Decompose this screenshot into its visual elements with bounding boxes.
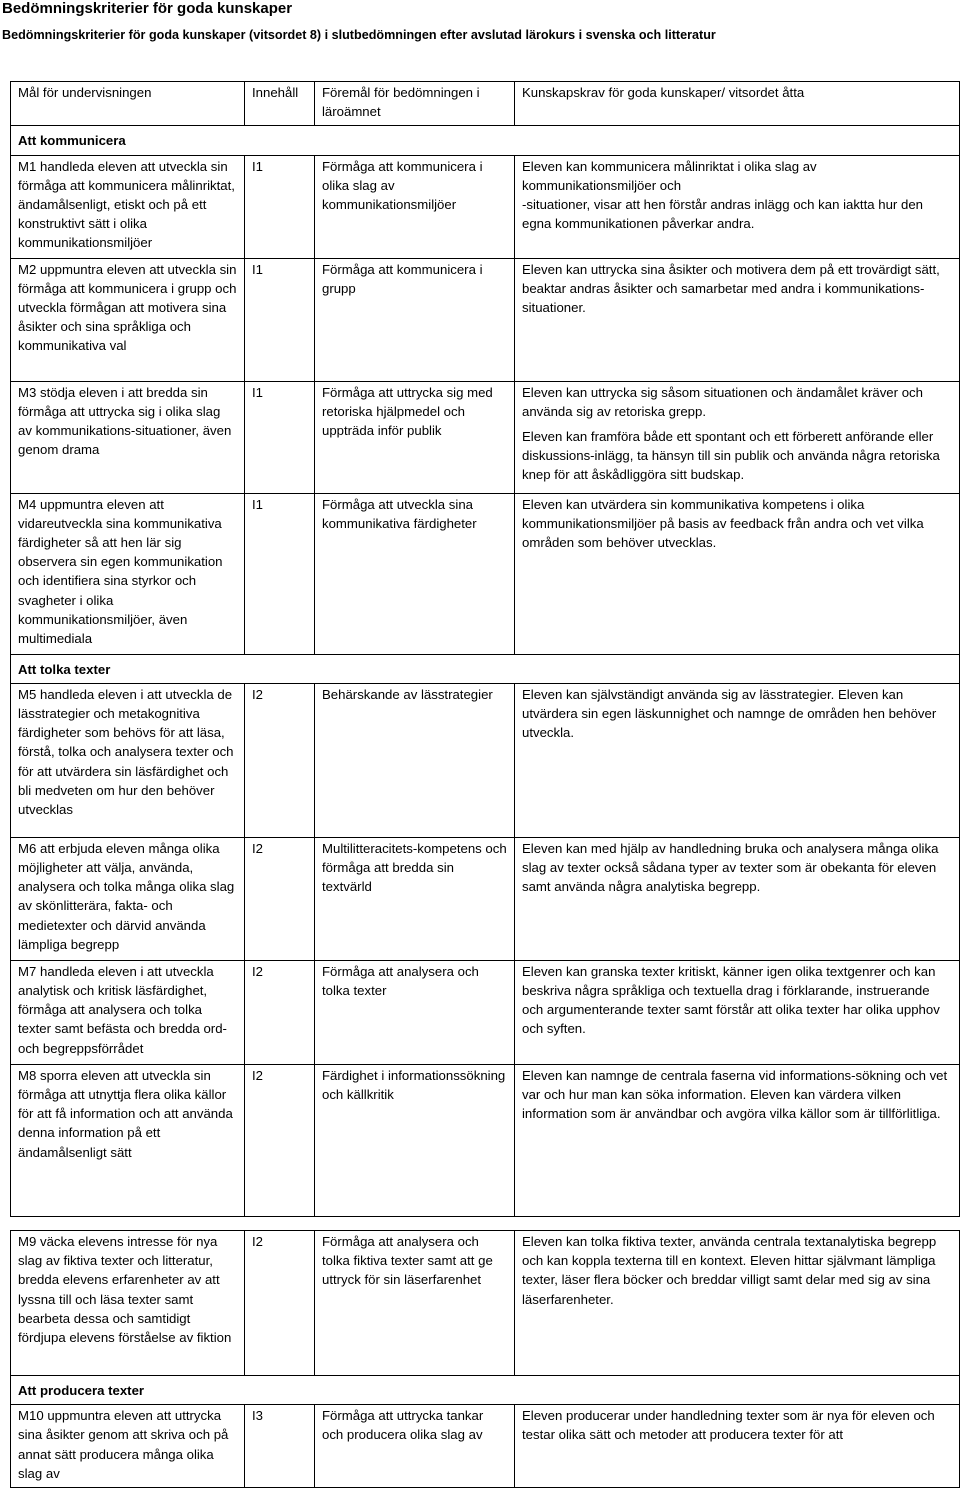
cell-mal: M9 väcka elevens intresse för nya slag av fiktiva texter och litteratur, bredda elevens erfarenheter av att lyssna till och läsa texter samt bearbeta dessa och samtidigt fördjupa elevens förståelse av fiktion bbox=[11, 1231, 245, 1376]
cell-mal: M6 att erbjuda eleven många olika möjligheter att välja, använda, analysera och tolka många olika slag av skönlitterära, fakta- och medietexter och därvid använda lämpliga begrepp bbox=[11, 837, 245, 960]
cell-innehall: I2 bbox=[245, 960, 315, 1064]
krav-text: Eleven kan självständigt använda sig av lässtrategier. Eleven kan utvärdera sin egen läskunnighet och namnge de områden hen behöver utveckla. bbox=[522, 686, 937, 741]
cell-mal: M1 handleda eleven att utveckla sin förmåga att kommunicera målinriktat, ändamålsenligt, etiskt och på ett konstruktivt sätt i olika kommunikationsmiljöer bbox=[11, 155, 245, 258]
krav-text: Eleven kan kommunicera målinriktat i olika slag av kommunikationsmiljöer och bbox=[522, 158, 817, 193]
cell-foremal: Förmåga att uttrycka tankar och producera olika slag av bbox=[315, 1405, 515, 1488]
table-row bbox=[11, 837, 960, 960]
section-tolka: Att tolka texter bbox=[11, 654, 960, 683]
cell-kunskapskrav bbox=[515, 493, 960, 654]
cell-kunskapskrav bbox=[515, 155, 960, 258]
krav-text: Eleven kan framföra både ett spontant och ett förberett anförande eller diskussions-inlägg, ta hänsyn till sin publik och använda några retoriska knep för att åskådliggöra sitt budskap. bbox=[522, 429, 940, 483]
cell-foremal: Förmåga att utveckla sina kommunikativa färdigheter bbox=[315, 493, 515, 654]
section-row bbox=[11, 654, 960, 683]
cell-kunskapskrav bbox=[515, 1231, 960, 1376]
table-row bbox=[11, 1405, 960, 1488]
cell-foremal: Multilitteracitets-kompetens och förmåga att bredda sin textvärld bbox=[315, 837, 515, 960]
cell-kunskapskrav bbox=[515, 381, 960, 493]
section-row bbox=[11, 126, 960, 155]
cell-mal: M8 sporra eleven att utveckla sin förmåga att utnyttja flera olika källor för att få information och att använda denna information på ett ändamålsenligt sätt bbox=[11, 1064, 245, 1216]
cell-foremal: Behärskande av lässtrategier bbox=[315, 683, 515, 837]
cell-kunskapskrav bbox=[515, 258, 960, 381]
table-row bbox=[11, 381, 960, 493]
krav-text: Eleven kan uttrycka sina åsikter och motivera dem på ett trovärdigt sätt, beaktar andras åsikter och samarbetar med andra i kommunikations-situationer. bbox=[522, 261, 940, 316]
table-row bbox=[11, 258, 960, 381]
cell-innehall: I2 bbox=[245, 1064, 315, 1216]
cell-foremal: Förmåga att kommunicera i grupp bbox=[315, 258, 515, 381]
cell-foremal: Förmåga att analysera och tolka texter bbox=[315, 960, 515, 1064]
cell-innehall: I2 bbox=[245, 683, 315, 837]
krav-text: Eleven kan med hjälp av handledning bruka och analysera många olika slag av texter också sådana typer av texter som är obekanta för eleven samt använda några analytiska begrepp. bbox=[522, 840, 939, 895]
page-subtitle: Bedömningskriterier för goda kunskaper (vitsordet 8) i slutbedömningen efter avslutad lärokurs i svenska och litteratur bbox=[2, 28, 716, 42]
header-kunskapskrav: Kunskapskrav för goda kunskaper/ vitsordet åtta bbox=[515, 82, 960, 126]
krav-text: Eleven kan granska texter kritiskt, känner igen olika textgenrer och kan beskriva några språkliga och textuella drag i förklarande, instruerande och argumenterande texter samt förstår att olika texter har olika upphov och syften. bbox=[522, 963, 940, 1037]
page-title: Bedömningskriterier för goda kunskaper bbox=[2, 0, 293, 17]
section-kommunicera: Att kommunicera bbox=[11, 126, 960, 155]
header-row bbox=[11, 82, 960, 126]
table-row bbox=[11, 960, 960, 1064]
cell-innehall: I1 bbox=[245, 381, 315, 493]
cell-kunskapskrav bbox=[515, 1064, 960, 1216]
cell-foremal: Förmåga att uttrycka sig med retoriska hjälpmedel och uppträda inför publik bbox=[315, 381, 515, 493]
cell-foremal: Färdighet i informationssökning och källkritik bbox=[315, 1064, 515, 1216]
section-producera: Att producera texter bbox=[11, 1376, 960, 1405]
header-foremal: Föremål för bedömningen i läroämnet bbox=[315, 82, 515, 126]
krav-text: Eleven kan utvärdera sin kommunikativa kompetens i olika kommunikationsmiljöer på basis av feedback från andra och vet vilka områden som behöver utvecklas. bbox=[522, 496, 924, 551]
cell-kunskapskrav bbox=[515, 1405, 960, 1488]
table-row bbox=[11, 1231, 960, 1376]
cell-mal: M10 uppmuntra eleven att uttrycka sina åsikter genom att skriva och på annat sätt producera många olika slag av bbox=[11, 1405, 245, 1488]
krav-text: Eleven kan uttrycka sig såsom situationen och ändamålet kräver och använda sig av retoriska grepp. bbox=[522, 384, 923, 419]
krav-text: Eleven kan tolka fiktiva texter, använda centrala textanalytiska begrepp och kan koppla texterna till en kontext. Eleven hittar självmant lämpliga texter, läser flera böcker och breddar villigt samt delar med sig av sina läserfarenheter. bbox=[522, 1234, 937, 1307]
cell-innehall: I2 bbox=[245, 837, 315, 960]
table-row bbox=[11, 683, 960, 837]
header-innehall: Innehåll bbox=[245, 82, 315, 126]
cell-innehall: I1 bbox=[245, 493, 315, 654]
table-row bbox=[11, 1064, 960, 1216]
table-row bbox=[11, 493, 960, 654]
cell-innehall: I1 bbox=[245, 155, 315, 258]
krav-text: -situationer, visar att hen förstår andras inlägg och kan iaktta hur den egna kommunikationen påverkar andra. bbox=[522, 197, 923, 232]
criteria-table-continued bbox=[10, 1230, 960, 1488]
criteria-table bbox=[10, 81, 960, 1217]
cell-kunskapskrav bbox=[515, 837, 960, 960]
cell-mal: M5 handleda eleven i att utveckla de lässtrategier och metakognitiva färdigheter som behövs för att läsa, förstå, tolka och analysera texter och för att utvärdera sin läsfärdighet och bli medveten om hur den behöver utvecklas bbox=[11, 683, 245, 837]
cell-foremal: Förmåga att analysera och tolka fiktiva texter samt att ge uttryck för sin läserfarenhet bbox=[315, 1231, 515, 1376]
table-row bbox=[11, 155, 960, 258]
cell-foremal: Förmåga att kommunicera i olika slag av kommunikationsmiljöer bbox=[315, 155, 515, 258]
cell-mal: M4 uppmuntra eleven att vidareutveckla sina kommunikativa färdigheter så att hen lär sig observera sin egen kommunikation och identifiera sina styrkor och svagheter i olika kommunikationsmiljöer, även multimediala bbox=[11, 493, 245, 654]
krav-text: Eleven kan namnge de centrala faserna vid informations-sökning och vet var och hur man kan söka information. Eleven kan värdera vilken information som är användbar och avgöra vilka källor som är tillförlitliga. bbox=[522, 1067, 948, 1122]
cell-mal: M3 stödja eleven i att bredda sin förmåga att uttrycka sig i olika slag av kommunikations-situationer, även genom drama bbox=[11, 381, 245, 493]
cell-kunskapskrav bbox=[515, 960, 960, 1064]
section-row bbox=[11, 1376, 960, 1405]
krav-text: Eleven producerar under handledning texter som är nya för eleven och testar olika sätt och metoder att producera texter för att bbox=[522, 1408, 935, 1443]
cell-kunskapskrav bbox=[515, 683, 960, 837]
cell-innehall: I3 bbox=[245, 1405, 315, 1488]
cell-mal: M2 uppmuntra eleven att utveckla sin förmåga att kommunicera i grupp och utveckla förmågan att motivera sina åsikter och sina språkliga och kommunikativa val bbox=[11, 258, 245, 381]
cell-mal: M7 handleda eleven i att utveckla analytisk och kritisk läsfärdighet, förmåga att analysera och tolka texter samt befästa och bredda ord- och begreppsförrådet bbox=[11, 960, 245, 1064]
cell-innehall: I2 bbox=[245, 1231, 315, 1376]
cell-innehall: I1 bbox=[245, 258, 315, 381]
header-mal: Mål för undervisningen bbox=[11, 82, 245, 126]
